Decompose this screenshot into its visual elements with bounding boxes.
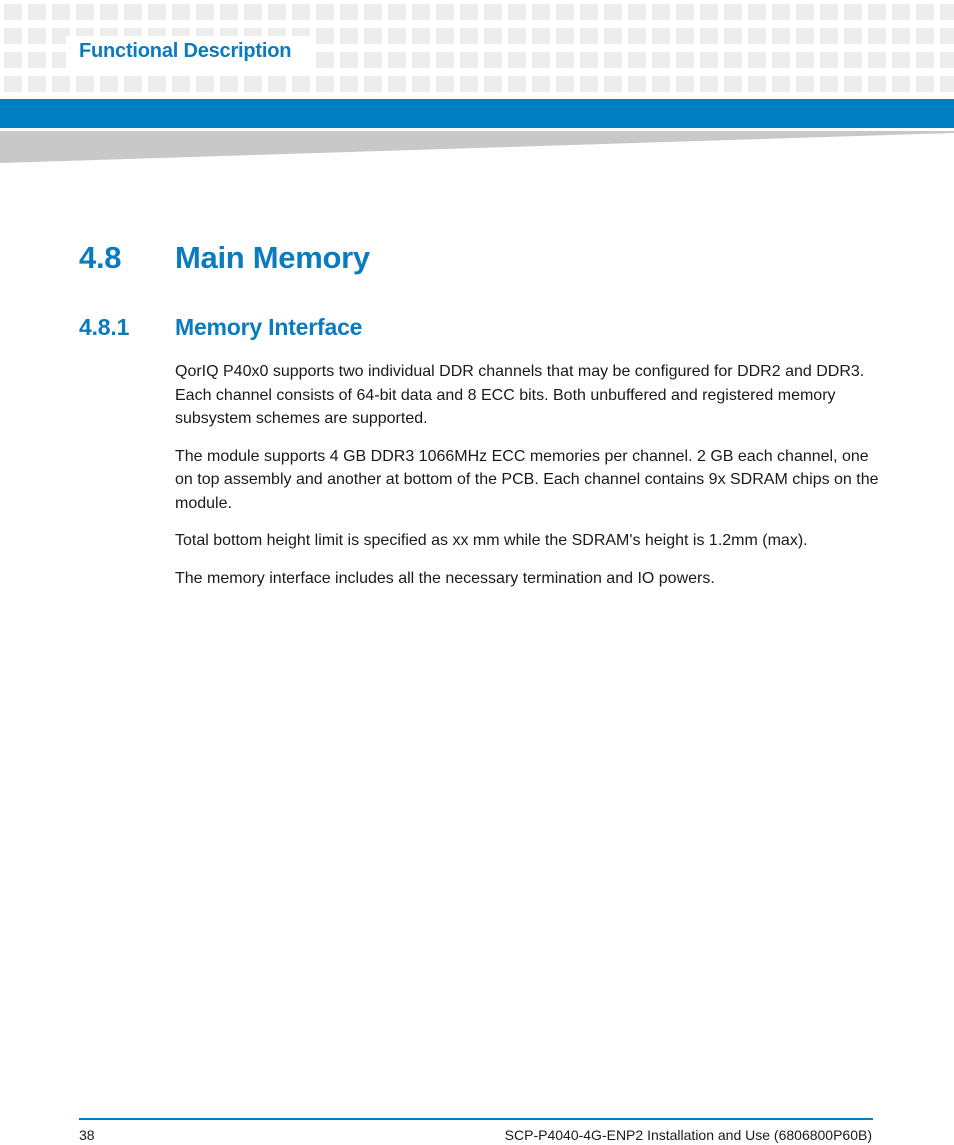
chapter-title: Functional Description xyxy=(79,40,292,62)
paragraph: QorIQ P40x0 supports two individual DDR channels that may be configured for DDR2 and DDR3. Each channel consists of 64-bit data and 8 ECC bits. Both unbuffered and registered memory subsystem schemes are supported. xyxy=(175,363,865,427)
subsection-number: 4.8.1 xyxy=(79,314,130,340)
document-title: SCP-P4040-4G-ENP2 Installation and Use (6806800P60B) xyxy=(504,1127,872,1143)
body-text xyxy=(175,360,880,604)
header-blue-band xyxy=(0,99,954,128)
paragraph: Total bottom height limit is specified as xx mm while the SDRAM's height is 1.2mm (max). xyxy=(175,532,808,549)
subsection-title: Memory Interface xyxy=(175,314,363,340)
section-number: 4.8 xyxy=(79,240,122,275)
page-number: 38 xyxy=(79,1127,95,1143)
footer-rule xyxy=(79,1118,873,1120)
subsection-heading xyxy=(79,314,362,341)
paragraph: The module supports 4 GB DDR3 1066MHz ECC memories per channel. 2 GB each channel, one on top assembly and another at bottom of the PCB. Each channel contains 9x SDRAM chips on the module. xyxy=(175,447,879,512)
header-grey-wedge xyxy=(0,131,954,163)
section-title: Main Memory xyxy=(175,240,370,275)
section-heading xyxy=(79,240,370,276)
paragraph: The memory interface includes all the necessary termination and IO powers. xyxy=(175,569,715,587)
